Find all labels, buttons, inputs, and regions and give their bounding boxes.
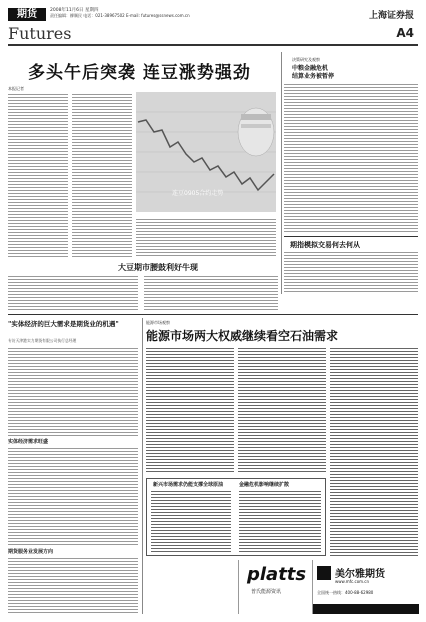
section-en: Futures [8, 24, 72, 43]
date-line: 2008年11月6日 星期四 [50, 8, 99, 13]
oil-text-3 [330, 346, 418, 556]
meier-logo-icon [317, 566, 331, 580]
oil-box [146, 478, 326, 556]
economist-section-2: 期货服务业发展方向 [8, 549, 54, 555]
lead-headline: 多头午后突袭 连豆涨势强劲 [28, 63, 251, 83]
oil-text-1 [146, 346, 234, 474]
meier-ad[interactable] [312, 560, 418, 614]
economist-text-2 [8, 446, 138, 546]
editor-line [50, 13, 190, 19]
oil-box-title: 新兴市场需求仍能支撑全球原油 [153, 482, 224, 488]
editor-email: E-mail: futures@ssnews.com.cn [126, 13, 190, 18]
oil-box-text-1 [151, 489, 231, 553]
oil-text-2 [238, 346, 326, 474]
right-headline-1: 中粮金融危机 [292, 65, 329, 72]
lead-byline: 本报记者 [8, 86, 24, 91]
oil-box-text-2 [239, 489, 321, 553]
masthead-rule [8, 44, 418, 46]
economist-headline: "实体经济的巨大需求是期货业的机遇" [8, 320, 119, 328]
dalian-story [8, 262, 278, 312]
oil-story [146, 318, 418, 556]
editor-text: 责任编辑：柳顺民 电话：021-38967502 [50, 13, 125, 18]
dalian-text-1 [8, 274, 138, 310]
right-divider [284, 236, 418, 237]
section-tag: 期货 [8, 8, 46, 21]
right-column [284, 52, 418, 294]
lead-text-col-1 [8, 92, 68, 257]
economist-story [8, 318, 138, 614]
right-text-1 [284, 82, 418, 232]
platts-logo: platts [247, 564, 307, 585]
meier-stripe [313, 604, 419, 614]
meier-url: www.mfc.com.cn [335, 579, 370, 584]
lead-chart [136, 92, 276, 212]
page-number: A4 [396, 26, 414, 40]
platts-ad[interactable] [238, 560, 308, 614]
right-text-2 [284, 250, 418, 294]
paper-name: 上海证券报 [368, 11, 414, 21]
economist-subhead: 专访天津港实力期货有限公司执行总经理 [8, 338, 77, 343]
economist-section-1: 实体经济需求旺盛 [8, 439, 49, 445]
meier-brand: 美尔雅期货 [335, 569, 385, 580]
meier-tel: 全国统一热线：400-88-62980 [317, 590, 374, 595]
right-headline-2: 结算业务被暂停 [292, 73, 335, 80]
lower-divider [142, 318, 143, 614]
masthead [8, 6, 418, 48]
right-kicker: 决策研究及观察 [292, 57, 320, 62]
platts-sub: 普氏能源资讯 [251, 589, 282, 595]
oil-headline: 能源市场两大权威继续看空石油需求 [146, 329, 339, 343]
oil-box-title-2: 金融危机影响继续扩散 [239, 482, 290, 488]
lead-text-col-2 [72, 92, 132, 257]
economist-text-1 [8, 346, 138, 436]
chart-caption: 连豆0905合约走势 [172, 190, 224, 197]
right-column-divider [281, 52, 282, 294]
dalian-headline: 大豆期市腰鼓利好牛现 [118, 262, 198, 272]
economist-text-3 [8, 556, 138, 614]
mid-rule [8, 314, 418, 315]
oil-kicker: 能源市场观察 [146, 320, 170, 325]
lead-text-col-3 [136, 217, 276, 257]
dalian-text-2 [144, 274, 278, 310]
lead-story [8, 52, 278, 262]
right-second-headline: 期指模拟交易何去何从 [290, 240, 360, 249]
